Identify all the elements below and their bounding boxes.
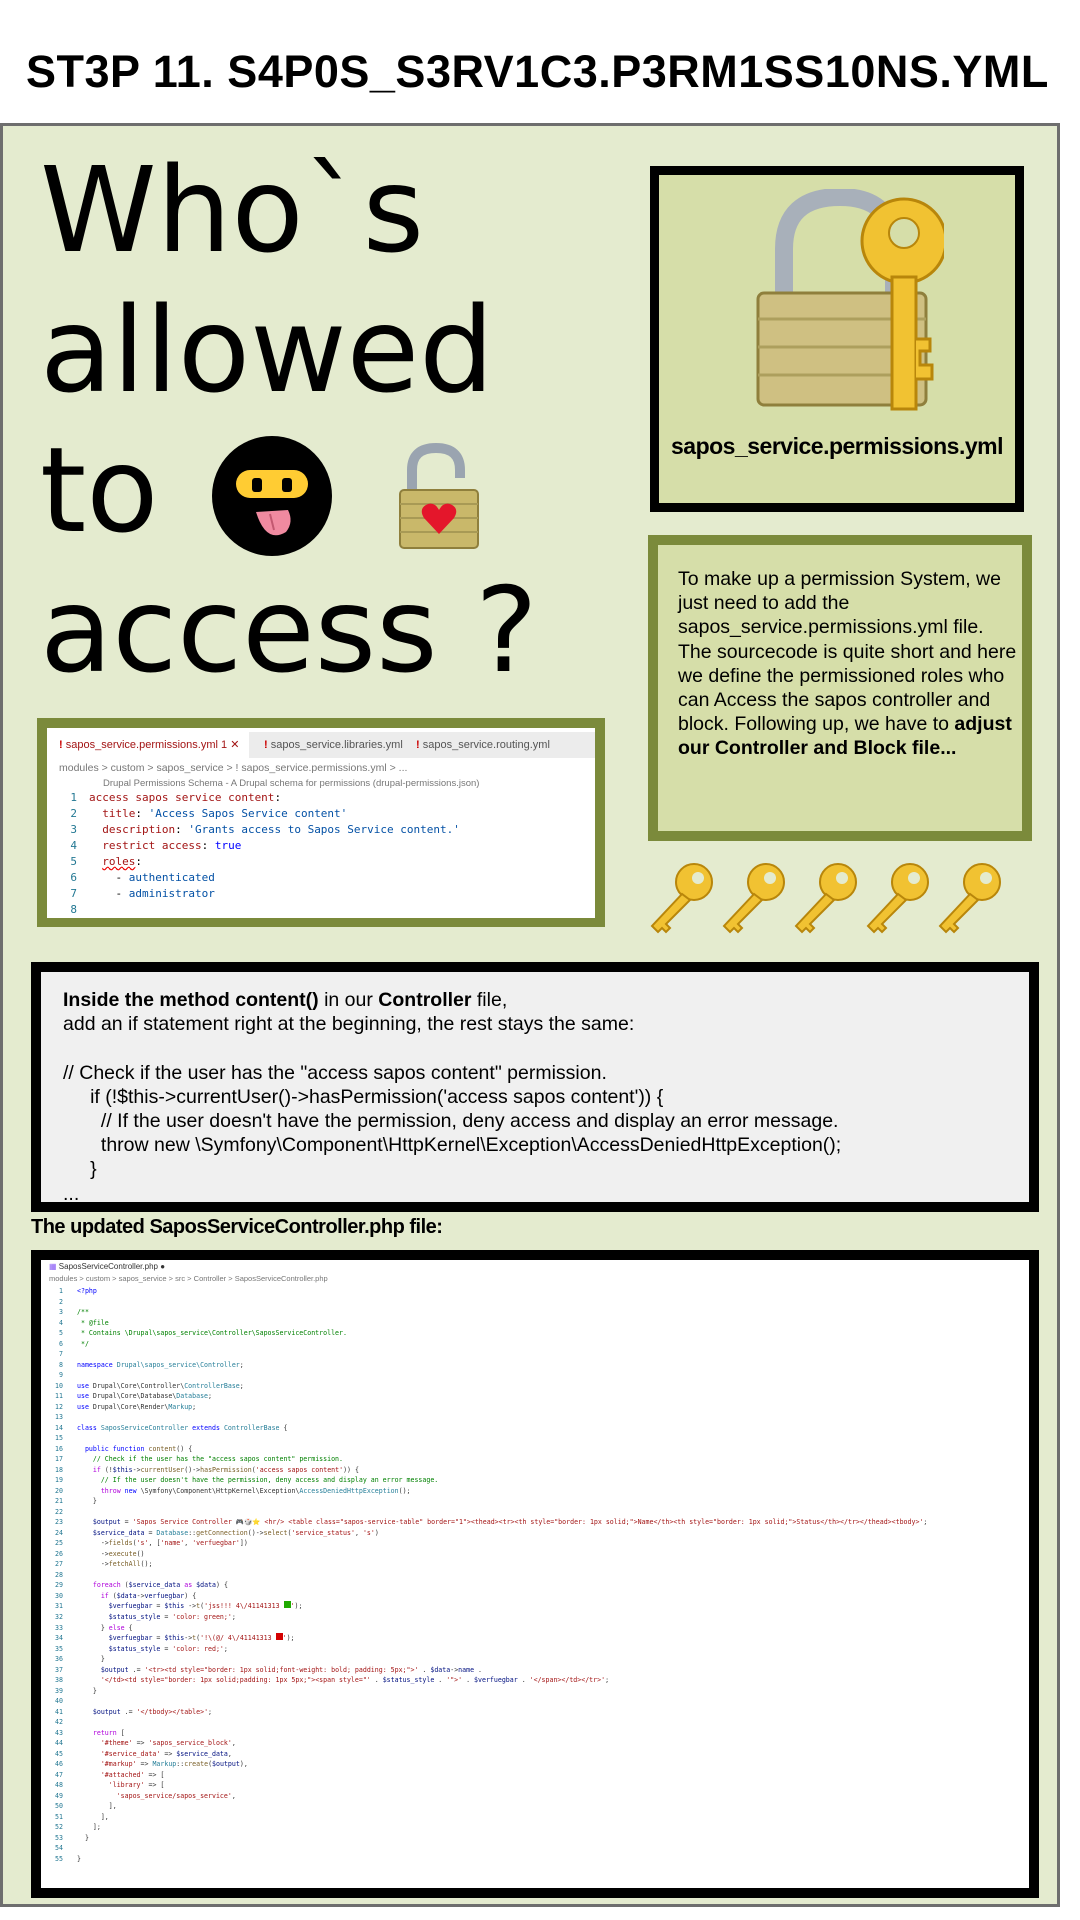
instructions-box: [31, 962, 1039, 1212]
ninja-face-icon: [210, 434, 334, 558]
hero-line-2: allowed: [40, 281, 495, 419]
open-lock-heart-icon: [394, 442, 484, 552]
instr-code-6: ...: [63, 1182, 80, 1205]
line-number: 2: [70, 807, 77, 820]
instr-code-2: if (!$this->currentUser()->hasPermission('access sapos content')) {: [63, 1085, 664, 1108]
tab-libraries-label: sapos_service.libraries.yml: [270, 739, 403, 751]
code-line: [47, 822, 595, 838]
tab-permissions[interactable]: [47, 732, 249, 758]
schema-hint: Drupal Permissions Schema - A Drupal schema for permissions (drupal-permissions.json): [103, 778, 480, 789]
info-text: [678, 567, 1018, 761]
instructions-text: [63, 988, 841, 1206]
instr-code-5: }: [63, 1158, 97, 1181]
tab-permissions-label: sapos_service.permissions.yml 1: [65, 739, 228, 751]
instr-code-3: // If the user doesn't have the permission, deny access and display an error message.: [63, 1110, 839, 1133]
line-number: 4: [70, 839, 77, 852]
golden-key-icon: [796, 864, 856, 932]
info-body: To make up a permission System, we just need to add the sapos_service.permissions.yml file. The sourcecode is quite short and here we define the permissioned roles who can Access the sapos controller and block. Following up, we have to: [678, 568, 1017, 736]
tab-libraries[interactable]: [252, 732, 404, 758]
tab-routing[interactable]: [404, 732, 595, 758]
instr-code-4: throw new \Symfony\Component\HttpKernel\Exception\AccessDeniedHttpException();: [63, 1134, 842, 1157]
line-code: title: 'Access Sapos Service content': [102, 807, 348, 820]
php-icon: ▦: [49, 1262, 57, 1271]
yaml-code: [47, 790, 595, 918]
info-box: [648, 535, 1032, 841]
hero-line-3: to: [40, 421, 159, 559]
line-number: 7: [70, 887, 77, 900]
instr-line-2: add an if statement right at the beginning, the rest stays the same:: [63, 1013, 635, 1036]
hero-line-1: Who`s: [40, 141, 425, 279]
tab-controller[interactable]: ▦ SaposServiceController.php ●: [49, 1262, 166, 1271]
line-code: - authenticated: [89, 871, 215, 884]
line-number: 6: [70, 871, 77, 884]
code-line: [47, 886, 595, 902]
hero-line-3-row: [40, 420, 538, 560]
line-code: roles:: [102, 855, 142, 868]
code-line: [47, 790, 595, 806]
lock-with-key-icon: [744, 189, 944, 419]
page-title: ST3P 11. S4P0S_S3RV1C3.P3RM1SS10NS.YML: [26, 46, 1049, 97]
warning-icon: !: [416, 739, 420, 751]
line-code: - administrator: [89, 887, 215, 900]
hero-title: [40, 140, 538, 700]
line-code: description: 'Grants access to Sapos Service content.': [102, 823, 460, 836]
header: [0, 0, 1080, 123]
line-number: 8: [70, 903, 77, 916]
lock-card-label: sapos_service.permissions.yml: [671, 433, 1003, 459]
line-code: access sapos service content:: [89, 791, 282, 804]
golden-key-icon: [940, 864, 1000, 932]
hero-line-4: access ?: [40, 561, 538, 699]
info-bold: adjust our Controller and Block file...: [678, 713, 1012, 760]
tab-controller-label: SaposServiceController.php: [58, 1262, 158, 1271]
php-code: 1 <?php 2 3 /** 4 * @file 5 * Contains \Drupal\sapos_service\Controller\SaposServiceController. 6 */ 7 8 namespace Drupal\sapos_service\Controller; 9 10 use Drupal\Core\Controller\ControllerBase; 11 use Drupal\Core\Database\Database; 12 use Drupal\Core\Render\Markup; 13 14 class SaposServiceController extends ControllerBase { 15 16 public function content() { 17 // Check if the user has the "access sapos content" permission. 18 if (!$this->currentUser()->hasPermission('access sapos content')) { 19 // If the user doesn't have the permission, deny access and display an error message. 20 throw new \Symfony\Component\HttpKernel\Exception\AccessDeniedHttpException(); 21 } 22 23 $output = 'Sapos Service Controller 🎮🎲⭐ <hr/> <table class="sapos-service-table" border="1"><thead><tr><th style="border: 1px solid;">Name</th><th style="border: 1px solid;">Status</th></tr></thead><tbody>'; 24 $service_data = Database::getConnection()->select('service_status', 's') 25 ->fields('s', ['name', 'verfuegbar']) 26 ->execute() 27 ->fetchAll(); 28 29 foreach ($service_data as $data) { 30 if ($data->verfuegbar) { 31 $verfuegbar = $this ->t('jss!!! 4\/41141313 '); 32 $status_style = 'color: green;'; 33 } else { 34 $verfuegbar = $this->t('!\(@/ 4\/41141313 '); 35 $status_style = 'color: red;'; 36 } 37 $output .= '<tr><td style="border: 1px solid;font-weight: bold; padding: 5px;">' . $data->name . 38 '</td><td style="border: 1px solid;padding: 1px 5px;"><span style="' . $status_style . '">' . $verfuegbar . '</span></td></tr>'; 39 } 40 41 $output .= '</tbody></table>'; 42 43 return [ 44 '#theme' => 'sapos_service_block', 45 '#service_data' => $service_data, 46 '#markup' => Markup::create($output), 47 '#attached' => [ 48 'library' => [ 49 'sapos_service/sapos_service', 50 ], 51 ], 52 ]; 53 } 54 55 }: [55, 1287, 928, 1863]
code-line: [47, 806, 595, 822]
php-editor-frame: [31, 1250, 1039, 1898]
line-number: 3: [70, 823, 77, 836]
warning-icon: !: [264, 739, 268, 751]
tab-routing-label: sapos_service.routing.yml: [422, 739, 550, 751]
line-code: restrict access: true: [102, 839, 242, 852]
instr-text-2: file,: [471, 989, 508, 1011]
line-number: 5: [70, 855, 77, 868]
warning-icon: !: [59, 739, 63, 751]
golden-key-icon: [652, 864, 712, 932]
close-icon[interactable]: ✕: [230, 739, 240, 751]
lock-card: [650, 166, 1024, 512]
hero-icons: [196, 429, 484, 569]
breadcrumb: modules > custom > sapos_service > ! sapos_service.permissions.yml > ...: [59, 762, 408, 774]
permissions-editor: [47, 728, 595, 918]
updated-file-label: The updated SaposServiceController.php file:: [31, 1216, 443, 1238]
golden-key-icon: [868, 864, 928, 932]
code-line: [47, 854, 595, 870]
line-number: 1: [70, 791, 77, 804]
keys-row: [646, 860, 1020, 940]
code-line: [47, 838, 595, 854]
instr-code-1: // Check if the user has the "access sapos content" permission.: [63, 1061, 607, 1084]
php-editor: [41, 1260, 1029, 1888]
permissions-editor-frame: [37, 718, 605, 927]
code-line: [47, 870, 595, 886]
instr-text-1: in our: [318, 989, 379, 1011]
php-breadcrumb: modules > custom > sapos_service > src > Controller > SaposServiceController.php: [49, 1274, 328, 1283]
golden-key-icon: [724, 864, 784, 932]
code-line: [47, 902, 595, 918]
keys-group: [646, 860, 1020, 940]
instr-bold-1: Inside the method content(): [63, 989, 319, 1011]
instr-bold-2: Controller: [378, 989, 472, 1011]
editor-tabs: [47, 732, 595, 758]
